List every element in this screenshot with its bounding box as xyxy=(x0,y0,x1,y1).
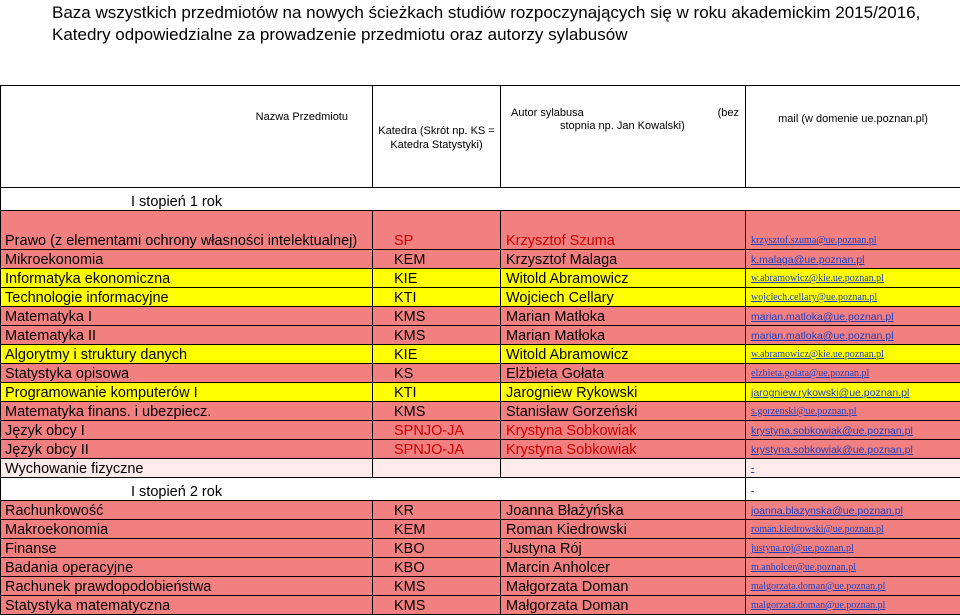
email-cell: - xyxy=(746,459,960,478)
header-subject: Nazwa Przedmiotu xyxy=(1,86,373,188)
author-cell xyxy=(501,459,746,478)
table-row xyxy=(1,364,960,383)
subject-cell: Makroekonomia xyxy=(1,520,373,539)
title-line-2: Katedry odpowiedzialne za prowadzenie przedmiotu oraz autorzy sylabusów xyxy=(52,24,952,46)
department-cell: KEM xyxy=(373,520,501,539)
department-cell: KBO xyxy=(373,539,501,558)
department-cell: KEM xyxy=(373,250,501,269)
subject-cell: Informatyka ekonomiczna xyxy=(1,269,373,288)
department-cell: SPNJO-JA xyxy=(373,440,501,459)
department-cell: KMS xyxy=(373,326,501,345)
email-cell[interactable]: w.abramowicz@kie.ue.poznan.pl xyxy=(746,345,960,364)
email-cell[interactable]: m.anholcer@ue.poznan.pl xyxy=(746,558,960,577)
department-cell: KBO xyxy=(373,558,501,577)
author-cell: Małgorzata Doman xyxy=(501,577,746,596)
author-cell: Krystyna Sobkowiak xyxy=(501,421,746,440)
department-cell: SP xyxy=(373,211,501,250)
email-cell[interactable]: k.malaga@ue.poznan.pl xyxy=(746,250,960,269)
header-author-line1: Autor sylabusa xyxy=(505,107,741,120)
email-cell[interactable]: krystyna.sobkowiak@ue.poznan.pl xyxy=(746,421,960,440)
department-cell: KMS xyxy=(373,402,501,421)
subject-cell: Prawo (z elementami ochrony własności intelektualnej) xyxy=(1,211,373,250)
email-cell[interactable]: krystyna.sobkowiak@ue.poznan.pl xyxy=(746,440,960,459)
table-row xyxy=(1,558,960,577)
table-row xyxy=(1,402,960,421)
subject-cell: Badania operacyjne xyxy=(1,558,373,577)
table-row xyxy=(1,250,960,269)
department-cell: KR xyxy=(373,501,501,520)
table-row xyxy=(1,288,960,307)
author-cell: Stanisław Gorzeński xyxy=(501,402,746,421)
department-cell: KTI xyxy=(373,288,501,307)
department-cell: KMS xyxy=(373,577,501,596)
department-cell: KTI xyxy=(373,383,501,402)
author-cell: Witold Abramowicz xyxy=(501,269,746,288)
department-cell: KIE xyxy=(373,269,501,288)
author-cell: Krzysztof Malaga xyxy=(501,250,746,269)
subject-cell: Matematyka finans. i ubezpiecz. xyxy=(1,402,373,421)
header-author-bez: (bez xyxy=(718,107,739,120)
subject-cell: Rachunek prawdopodobieństwa xyxy=(1,577,373,596)
email-cell[interactable]: jarogniew.rykowski@ue.poznan.pl xyxy=(746,383,960,402)
department-cell: KMS xyxy=(373,596,501,615)
header-author xyxy=(501,86,746,188)
table-row xyxy=(1,520,960,539)
author-cell: Justyna Rój xyxy=(501,539,746,558)
email-cell[interactable]: justyna.roj@ue.poznan.pl xyxy=(746,539,960,558)
author-cell: Marcin Anholcer xyxy=(501,558,746,577)
subject-cell: Statystyka opisowa xyxy=(1,364,373,383)
author-cell: Wojciech Cellary xyxy=(501,288,746,307)
subject-cell: Wychowanie fizyczne xyxy=(1,459,373,478)
author-cell: Elżbieta Gołata xyxy=(501,364,746,383)
author-cell: Roman Kiedrowski xyxy=(501,520,746,539)
table-row xyxy=(1,421,960,440)
subject-cell: Statystyka matematyczna xyxy=(1,596,373,615)
section-row-1 xyxy=(1,188,960,211)
author-cell: Witold Abramowicz xyxy=(501,345,746,364)
department-cell: KMS xyxy=(373,307,501,326)
email-cell[interactable]: s.gorzenski@ue.poznan.pl xyxy=(746,402,960,421)
department-cell: SPNJO-JA xyxy=(373,421,501,440)
department-cell: KIE xyxy=(373,345,501,364)
subject-cell: Język obcy I xyxy=(1,421,373,440)
subject-cell: Algorytmy i struktury danych xyxy=(1,345,373,364)
author-cell: Małgorzata Doman xyxy=(501,596,746,615)
author-cell: Krystyna Sobkowiak xyxy=(501,440,746,459)
table-row xyxy=(1,501,960,520)
department-cell: KS xyxy=(373,364,501,383)
section-label-1: I stopień 1 rok xyxy=(1,188,960,211)
table-row xyxy=(1,211,960,250)
email-cell[interactable]: elzbieta.golata@ue.poznan.pl xyxy=(746,364,960,383)
table-row xyxy=(1,307,960,326)
email-cell[interactable]: malgorzata.doman@ue.poznan.pl xyxy=(746,596,960,615)
email-cell[interactable]: wojciech.cellary@ue.poznan.pl xyxy=(746,288,960,307)
email-cell[interactable]: joanna.blazynska@ue.poznan.pl xyxy=(746,501,960,520)
table-row xyxy=(1,269,960,288)
subject-cell: Język obcy II xyxy=(1,440,373,459)
table-row xyxy=(1,383,960,402)
email-cell[interactable]: marian.matloka@ue.poznan.pl xyxy=(746,307,960,326)
table-row xyxy=(1,345,960,364)
section-label-2: I stopień 2 rok xyxy=(1,478,746,501)
author-cell: Marian Matłoka xyxy=(501,326,746,345)
title-line-1: Baza wszystkich przedmiotów na nowych ścieżkach studiów rozpoczynających się w roku akademickim 2015/2016, xyxy=(52,2,952,24)
table-row xyxy=(1,326,960,345)
author-cell: Jarogniew Rykowski xyxy=(501,383,746,402)
table-row xyxy=(1,459,960,478)
author-cell: Krzysztof Szuma xyxy=(501,211,746,250)
subject-cell: Matematyka I xyxy=(1,307,373,326)
subject-cell: Technologie informacyjne xyxy=(1,288,373,307)
department-cell xyxy=(373,459,501,478)
email-cell[interactable]: roman.kiedrowski@ue.poznan.pl xyxy=(746,520,960,539)
table-row xyxy=(1,440,960,459)
header-mail: mail (w domenie ue.poznan.pl) xyxy=(746,86,960,188)
document-title xyxy=(52,2,952,46)
subject-cell: Rachunkowość xyxy=(1,501,373,520)
subjects-table xyxy=(0,85,960,615)
subject-cell: Matematyka II xyxy=(1,326,373,345)
email-cell[interactable]: w.abramowicz@kie.ue.poznan.pl xyxy=(746,269,960,288)
table-header-row xyxy=(1,86,960,188)
header-department: Katedra (Skrót np. KS = Katedra Statystyki) xyxy=(373,86,501,188)
section-row-2 xyxy=(1,478,960,501)
email-cell[interactable]: krzysztof.szuma@ue.poznan.pl xyxy=(746,211,960,250)
email-cell[interactable]: malgorzata.doman@ue.poznan.pl xyxy=(746,577,960,596)
subject-cell: Finanse xyxy=(1,539,373,558)
author-cell: Joanna Błażyńska xyxy=(501,501,746,520)
email-cell[interactable]: marian.matloka@ue.poznan.pl xyxy=(746,326,960,345)
header-author-line2: stopnia np. Jan Kowalski) xyxy=(505,120,741,133)
author-cell: Marian Matłoka xyxy=(501,307,746,326)
subject-cell: Programowanie komputerów I xyxy=(1,383,373,402)
table-row xyxy=(1,539,960,558)
section-2-mail-mark: - xyxy=(746,478,960,501)
subject-cell: Mikroekonomia xyxy=(1,250,373,269)
table-row xyxy=(1,577,960,596)
